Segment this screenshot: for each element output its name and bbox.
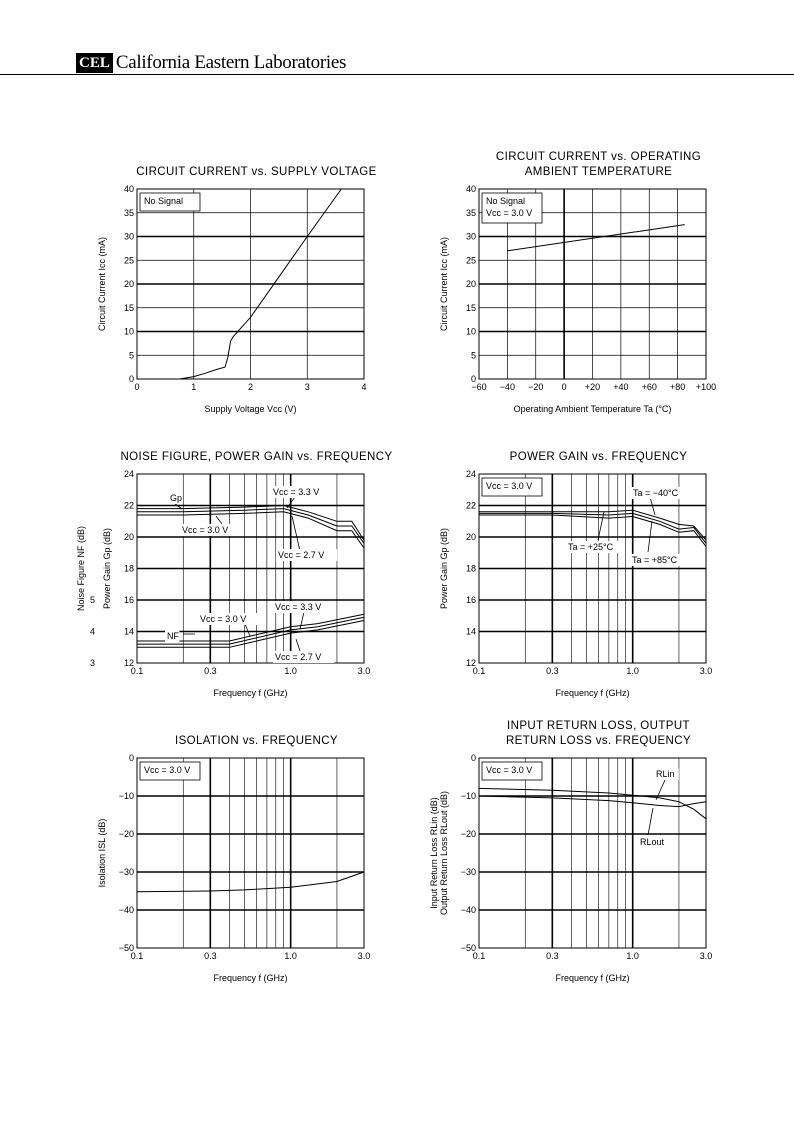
y-tick-label: 0: [470, 753, 476, 763]
vcc-label: Vcc = 3.0 V: [200, 614, 247, 624]
y2-tick-label: 5: [89, 595, 95, 605]
y-tick-label: −10: [460, 791, 476, 801]
note-text: Vcc = 3.0 V: [486, 765, 533, 775]
x-tick-label: 0.1: [130, 951, 144, 961]
x-tick-label: −40: [499, 382, 516, 392]
y-tick-label: 16: [123, 595, 134, 605]
x-axis-label: Supply Voltage Vcc (V): [204, 404, 297, 414]
plot-frame: [137, 758, 364, 948]
y-tick-label: 24: [465, 469, 476, 479]
nf-label: NF: [167, 631, 179, 641]
y-tick-label: 16: [465, 595, 476, 605]
x-tick-label: 3.0: [357, 666, 371, 676]
x-tick-label: 0.3: [546, 951, 559, 961]
series-line: [479, 513, 706, 543]
note-text: Vcc = 3.0 V: [486, 481, 533, 491]
x-tick-label: 1: [191, 382, 197, 392]
y-tick-label: 5: [128, 350, 134, 361]
note-text: Vcc = 3.0 V: [486, 208, 533, 218]
company-logo: CEL: [76, 53, 113, 73]
y-tick-label: 15: [123, 302, 134, 313]
x-tick-label: 3.0: [357, 951, 371, 961]
x-tick-label: −60: [471, 382, 487, 392]
rlin-label: RLin: [656, 769, 675, 779]
series-line: [479, 796, 706, 807]
y-tick-label: −50: [118, 943, 134, 953]
y-tick-label: 20: [465, 279, 476, 289]
x-tick-label: 0: [561, 382, 567, 392]
series-line: [479, 788, 706, 818]
x-axis-label: Frequency f (GHz): [555, 973, 630, 983]
y-tick-label: −40: [118, 905, 134, 915]
y-axis-label: Circuit Current Icc (mA): [97, 236, 107, 332]
chart-title: POWER GAIN vs. FREQUENCY: [509, 451, 688, 463]
temp-label: Ta = +25°C: [568, 542, 614, 552]
leader-line: [296, 639, 300, 651]
y-tick-label: −20: [118, 829, 134, 839]
y-tick-label: 18: [465, 563, 476, 574]
y-tick-label: 40: [123, 184, 134, 194]
leader-line: [300, 612, 304, 629]
rlout-label: RLout: [640, 837, 665, 847]
x-tick-label: +40: [613, 382, 629, 392]
note-text: No Signal: [486, 196, 526, 206]
company-name: California Eastern Laboratories: [115, 52, 347, 73]
chart-c4: [439, 451, 712, 698]
y-axis-label: Power Gain Gp (dB): [439, 527, 449, 610]
y-tick-label: 22: [123, 500, 134, 511]
y-tick-label: 20: [123, 532, 134, 542]
y-axis-label: Input Return Loss RLin (dB): [429, 797, 439, 909]
note-text: Vcc = 3.0 V: [144, 765, 191, 775]
x-tick-label: 0.3: [204, 951, 217, 961]
x-tick-label: +80: [669, 382, 686, 392]
chart-title: AMBIENT TEMPERATURE: [524, 166, 673, 178]
leader-line: [216, 516, 222, 524]
x-tick-label: 4: [361, 382, 367, 392]
y-tick-label: 25: [123, 255, 134, 266]
y-tick-label: 10: [123, 326, 134, 337]
x-tick-label: −20: [528, 382, 544, 392]
leader-line: [656, 780, 665, 800]
y-tick-label: 0: [470, 374, 476, 384]
y-tick-label: 20: [123, 279, 134, 289]
chart-c1: [97, 166, 377, 414]
x-tick-label: 1.0: [284, 951, 297, 961]
y-tick-label: −30: [460, 867, 476, 877]
x-tick-label: 2: [247, 382, 254, 392]
x-tick-label: +100: [695, 382, 717, 392]
x-tick-label: 0: [134, 382, 140, 392]
series-line: [137, 872, 364, 892]
x-tick-label: 1.0: [626, 951, 639, 961]
y-axis-label: Output Return Loss RLout (dB): [439, 790, 449, 916]
y-tick-label: 18: [123, 563, 134, 574]
chart-title: CIRCUIT CURRENT vs. SUPPLY VOLTAGE: [136, 166, 377, 178]
y-tick-label: −30: [118, 867, 134, 877]
temp-label: Ta = +85°C: [632, 555, 678, 565]
vcc-label: Vcc = 3.3 V: [275, 602, 322, 612]
y-tick-label: −50: [460, 943, 476, 953]
y-tick-label: 14: [465, 626, 476, 637]
y-tick-label: 40: [465, 184, 476, 194]
y2-tick-label: 4: [89, 626, 95, 637]
y-tick-label: 35: [123, 207, 134, 218]
leader-line: [598, 512, 604, 540]
x-tick-label: +20: [584, 382, 601, 392]
chart-title: NOISE FIGURE, POWER GAIN vs. FREQUENCY: [120, 451, 393, 463]
x-tick-label: 0.1: [472, 951, 486, 961]
series-line: [137, 512, 364, 548]
x-tick-label: 3.0: [699, 951, 713, 961]
y-tick-label: 5: [470, 350, 476, 361]
x-axis-label: Frequency f (GHz): [213, 973, 288, 983]
series-line: [137, 509, 364, 544]
chart-c6: [429, 720, 712, 983]
x-tick-label: +60: [641, 382, 657, 392]
gp-label: Gp: [170, 493, 183, 503]
y-tick-label: −40: [460, 905, 476, 915]
y-axis-label: Isolation ISL (dB): [97, 818, 107, 888]
y-axis-label: Noise Figure NF (dB): [76, 525, 86, 612]
chart-title: INPUT RETURN LOSS, OUTPUT: [507, 720, 690, 732]
y-tick-label: −10: [118, 791, 134, 801]
chart-title: CIRCUIT CURRENT vs. OPERATING: [495, 151, 702, 163]
y-tick-label: 0: [128, 374, 134, 384]
y-tick-label: 30: [465, 231, 476, 242]
chart-c3: [76, 451, 393, 698]
temp-label: Ta = −40°C: [633, 488, 679, 498]
x-tick-label: 0.3: [204, 666, 217, 676]
chart-c2: [439, 151, 716, 414]
x-axis-label: Frequency f (GHz): [213, 688, 288, 698]
x-tick-label: 1.0: [626, 666, 639, 676]
y-tick-label: 30: [123, 231, 134, 242]
x-axis-label: Frequency f (GHz): [555, 688, 630, 698]
vcc-label: Vcc = 2.7 V: [275, 652, 322, 662]
y-tick-label: 35: [465, 207, 476, 218]
x-tick-label: 0.1: [472, 666, 486, 676]
y-tick-label: 12: [123, 658, 134, 668]
leader-line: [648, 808, 653, 835]
y-tick-label: 10: [465, 326, 476, 337]
chart-title: RETURN LOSS vs. FREQUENCY: [505, 735, 692, 747]
leader-line: [245, 624, 250, 636]
y-axis-label: Circuit Current Icc (mA): [439, 236, 449, 332]
y-tick-label: 12: [465, 658, 476, 668]
chart-title: ISOLATION vs. FREQUENCY: [175, 735, 338, 747]
x-tick-label: 0.1: [130, 666, 144, 676]
y-tick-label: 25: [465, 255, 476, 266]
series-line: [137, 506, 364, 541]
x-axis-label: Operating Ambient Temperature Ta (°C): [513, 404, 672, 414]
note-text: No Signal: [144, 196, 184, 206]
y-tick-label: 15: [465, 302, 476, 313]
y-tick-label: 24: [123, 469, 134, 479]
vcc-label: Vcc = 3.0 V: [182, 525, 229, 535]
x-tick-label: 3.0: [699, 666, 713, 676]
y-tick-label: 14: [123, 626, 134, 637]
chart-c5: [97, 735, 370, 983]
y-tick-label: 22: [465, 500, 476, 511]
vcc-label: Vcc = 3.3 V: [273, 487, 320, 497]
y-tick-label: −20: [460, 829, 476, 839]
vcc-label: Vcc = 2.7 V: [278, 550, 325, 560]
leader-line: [292, 516, 300, 551]
series-line: [507, 225, 684, 251]
y-tick-label: 20: [465, 532, 476, 542]
x-tick-label: 1.0: [284, 666, 297, 676]
x-tick-label: 0.3: [546, 666, 559, 676]
y-tick-label: 0: [128, 753, 134, 763]
y-axis-label: Power Gain Gp (dB): [102, 527, 112, 610]
y2-tick-label: 3: [89, 658, 95, 668]
plot-frame: [479, 758, 706, 948]
x-tick-label: 3: [304, 382, 310, 392]
